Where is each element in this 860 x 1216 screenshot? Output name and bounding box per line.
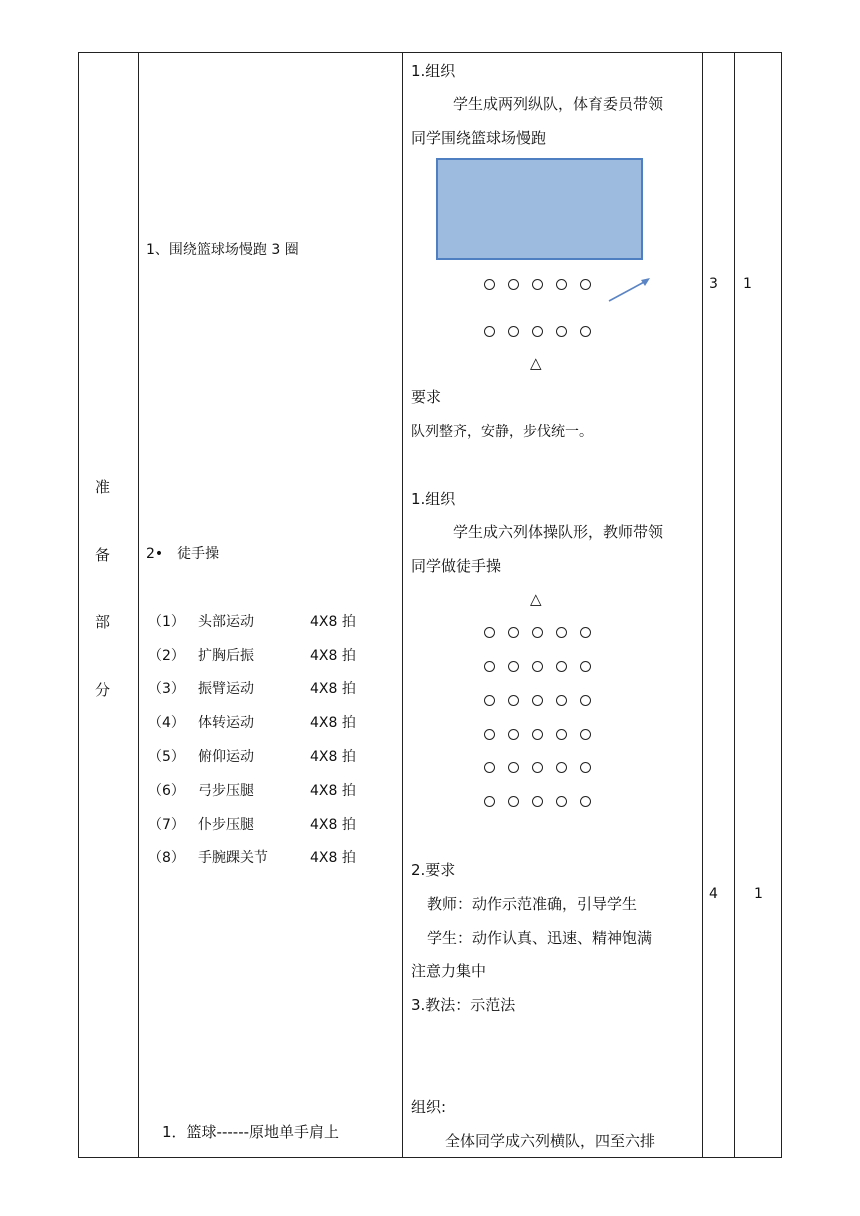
- student-marker: [508, 729, 519, 740]
- requirement-title: 要求: [411, 388, 442, 406]
- exercise-name: 仆步压腿: [198, 817, 254, 833]
- content-item-basketball: 1．篮球------原地单手肩上: [162, 1123, 340, 1141]
- teaching-method: 3.教法：示范法: [411, 996, 516, 1014]
- student-marker: [580, 796, 591, 807]
- exercise-num: （2）: [148, 648, 185, 664]
- student-marker: [484, 627, 495, 638]
- exercise-name: 弓步压腿: [198, 783, 254, 799]
- direction-arrow-icon: [606, 274, 654, 304]
- section-label-char: 准: [95, 478, 111, 496]
- student-marker: [532, 762, 543, 773]
- requirement-student-cont: 注意力集中: [411, 962, 487, 980]
- student-marker: [580, 279, 591, 290]
- exercise-name: 振臂运动: [198, 681, 254, 697]
- student-marker: [508, 661, 519, 672]
- teacher-marker: △: [530, 590, 542, 608]
- student-marker: [484, 326, 495, 337]
- time-value: 3: [709, 276, 718, 292]
- student-marker: [532, 729, 543, 740]
- org-title: 1.组织: [411, 62, 456, 80]
- student-marker: [532, 627, 543, 638]
- section-label-char: 部: [95, 613, 111, 631]
- student-marker: [580, 627, 591, 638]
- exercise-num: （7）: [148, 817, 185, 833]
- student-marker: [580, 695, 591, 706]
- student-marker: [556, 695, 567, 706]
- exercise-name: 手腕踝关节: [198, 850, 268, 866]
- student-marker: [580, 729, 591, 740]
- requirement-teacher: 教师：动作示范准确，引导学生: [427, 895, 638, 913]
- student-marker: [556, 796, 567, 807]
- exercise-name: 体转运动: [198, 715, 254, 731]
- student-marker: [484, 695, 495, 706]
- exercise-num: （4）: [148, 715, 185, 731]
- exercise-num: （8）: [148, 850, 185, 866]
- student-marker: [484, 279, 495, 290]
- time-value: 4: [709, 886, 718, 902]
- exercise-beats: 4X8 拍: [310, 817, 356, 833]
- student-marker: [532, 661, 543, 672]
- teacher-marker: △: [530, 354, 542, 372]
- org-text: 全体同学成六列横队，四至六排: [445, 1132, 656, 1150]
- exercise-beats: 4X8 拍: [310, 614, 356, 630]
- org-text: 学生成六列体操队形，教师带领: [453, 523, 664, 541]
- org-title: 组织:: [411, 1098, 447, 1116]
- table-border-4: [702, 52, 703, 1158]
- student-marker: [484, 796, 495, 807]
- student-marker: [508, 695, 519, 706]
- count-value: 1: [754, 886, 763, 902]
- student-marker: [556, 661, 567, 672]
- student-marker: [484, 762, 495, 773]
- section-label-char: 备: [95, 546, 111, 564]
- student-marker: [580, 326, 591, 337]
- count-value: 1: [743, 276, 752, 292]
- exercise-beats: 4X8 拍: [310, 783, 356, 799]
- student-marker: [580, 661, 591, 672]
- student-marker: [532, 326, 543, 337]
- student-marker: [508, 279, 519, 290]
- requirement-student: 学生：动作认真、迅速、精神饱满: [427, 929, 653, 947]
- exercise-num: （3）: [148, 681, 185, 697]
- table-top-border: [78, 52, 782, 53]
- exercise-beats: 4X8 拍: [310, 681, 356, 697]
- section-label-char: 分: [95, 681, 111, 699]
- exercise-name: 头部运动: [198, 614, 254, 630]
- student-marker: [532, 279, 543, 290]
- student-marker: [532, 796, 543, 807]
- student-marker: [556, 627, 567, 638]
- exercise-name: 扩胸后振: [198, 648, 254, 664]
- table-border-5: [734, 52, 735, 1158]
- exercise-num: （5）: [148, 749, 185, 765]
- exercise-beats: 4X8 拍: [310, 715, 356, 731]
- student-marker: [508, 627, 519, 638]
- table-bottom-border: [78, 1157, 782, 1158]
- student-marker: [484, 661, 495, 672]
- org-text: 同学围绕篮球场慢跑: [411, 129, 547, 147]
- table-border-2: [138, 52, 139, 1158]
- table-border-3: [402, 52, 403, 1158]
- requirement-title: 2.要求: [411, 861, 456, 879]
- org-text: 同学做徒手操: [411, 557, 502, 575]
- student-marker: [556, 326, 567, 337]
- exercise-beats: 4X8 拍: [310, 850, 356, 866]
- exercise-beats: 4X8 拍: [310, 749, 356, 765]
- basketball-court: [436, 158, 643, 260]
- student-marker: [508, 796, 519, 807]
- table-border-6: [781, 52, 782, 1158]
- student-marker: [556, 279, 567, 290]
- exercise-num: （6）: [148, 783, 185, 799]
- content-item-jog: 1、围绕篮球场慢跑 3 圈: [146, 242, 299, 258]
- requirement-text: 队列整齐，安静，步伐统一。: [411, 424, 593, 440]
- table-border-1: [78, 52, 79, 1158]
- student-marker: [508, 762, 519, 773]
- student-marker: [580, 762, 591, 773]
- org-text: 学生成两列纵队，体育委员带领: [453, 95, 664, 113]
- exercise-name: 俯仰运动: [198, 749, 254, 765]
- student-marker: [532, 695, 543, 706]
- student-marker: [556, 729, 567, 740]
- student-marker: [508, 326, 519, 337]
- org-title: 1.组织: [411, 490, 456, 508]
- exercise-num: （1）: [148, 614, 185, 630]
- student-marker: [556, 762, 567, 773]
- student-marker: [484, 729, 495, 740]
- content-item-freehand: 2• 徒手操: [146, 546, 220, 562]
- exercise-beats: 4X8 拍: [310, 648, 356, 664]
